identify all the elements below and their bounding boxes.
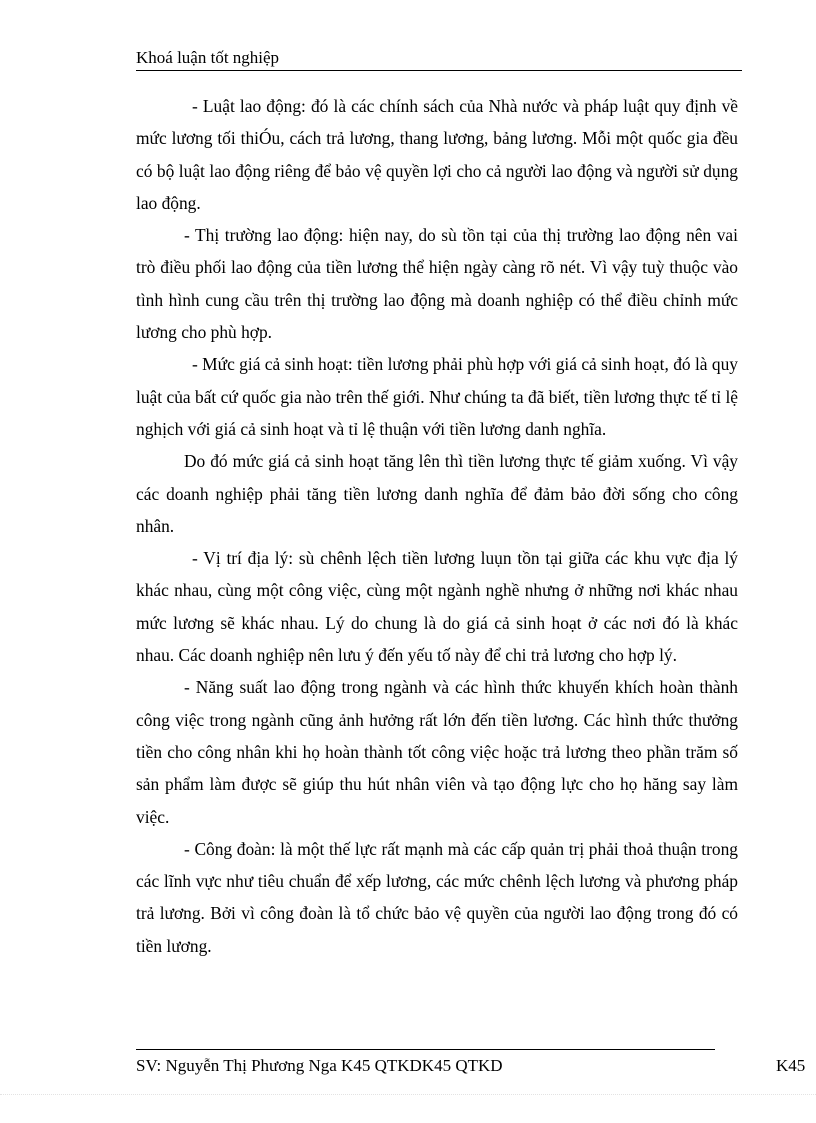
paragraph-cost-of-living: - Mức giá cả sinh hoạt: tiền lương phải phù hợp với giá cả sinh hoạt, đó là quy luật của bất cứ quốc gia nào trên thế giới. Như chúng ta đã biết, tiền lương thực tế tỉ lệ nghịch với giá cả sinh hoạt và tỉ lệ thuận với tiền lương danh nghĩa.: [136, 354, 738, 439]
footer-class-code: K45: [776, 1056, 806, 1075]
paragraph-labor-productivity: - Năng suất lao động trong ngành và các hình thức khuyến khích hoàn thành công việc trong ngành cũng ảnh hưởng rất lớn đến tiền lương. Các hình thức thưởng tiền cho công nhân khi họ hoàn thành tốt công việc hoặc trả lương theo phần trăm số sản phẩm làm được sẽ giúp thu hút nhân viên và tạo động lực cho họ hăng say làm việc.: [136, 677, 738, 827]
footer-author: SV: Nguyễn Thị Phương Nga K45 QTKDK45 QTKD: [136, 1056, 503, 1075]
paragraph-labor-market: - Thị trường lao động: hiện nay, do sù tồn tại của thị trường lao động nên vai trò điều phối lao động của tiền lương thể hiện ngày càng rõ nét. Vì vậy tuỳ thuộc vào tình hình cung cầu trên thị trường lao động mà doanh nghiệp có thể điều chỉnh mức lương cho phù hợp.: [136, 225, 738, 343]
paragraph-labor-law: - Luật lao động: đó là các chính sách của Nhà nước và pháp luật quy định về mức lương tối thiÓu, cách trả lương, thang lương, bảng lương. Mỗi một quốc gia đều có bộ luật lao động riêng để bảo vệ quyền lợi cho cả người lao động và người sử dụng lao động.: [136, 96, 738, 213]
footer-divider: [136, 1049, 715, 1050]
paragraph-geographic-location: - Vị trí địa lý: sù chênh lệch tiền lương luụn tồn tại giữa các khu vực địa lý khác nhau, cùng một công việc, cùng một ngành nghề nhưng ở những nơi khác nhau mức lương sẽ khác nhau. Lý do chung là do giá cả sinh hoạt ở các nơi đó là khác nhau. Các doanh nghiệp nên lưu ý đến yếu tố này để chi trả lương cho hợp lý.: [136, 548, 738, 666]
page-header: [136, 46, 742, 71]
paragraph-trade-union: - Công đoàn: là một thế lực rất mạnh mà các cấp quản trị phải thoả thuận trong các lĩnh vực như tiêu chuẩn để xếp lương, các mức chênh lệch lương và phương pháp trả lương. Bởi vì công đoàn là tổ chức bảo vệ quyền của người lao động trong đó có tiền lương.: [136, 838, 738, 956]
page-bottom-edge: [0, 1094, 816, 1095]
header-title: Khoá luận tốt nghiệp: [136, 48, 280, 67]
paragraph-cost-of-living-consequence: Do đó mức giá cả sinh hoạt tăng lên thì tiền lương thực tế giảm xuống. Vì vậy các doanh nghiệp phải tăng tiền lương danh nghĩa để đảm bảo đời sống cho công nhân.: [136, 451, 738, 536]
body-text: [136, 90, 738, 962]
